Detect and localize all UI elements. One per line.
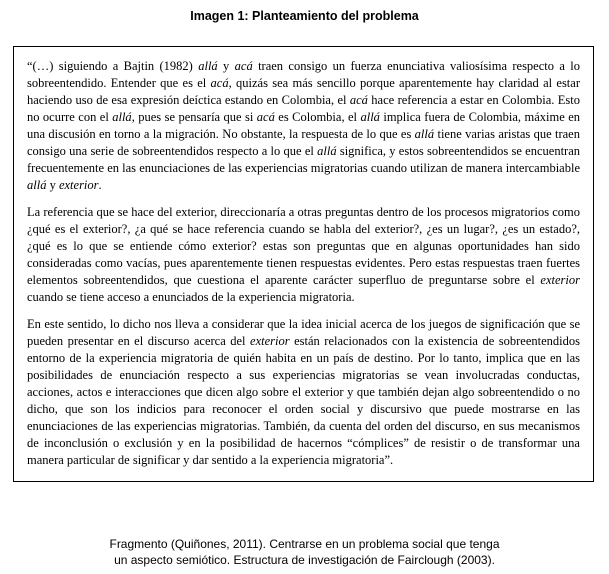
- figure-caption: [0, 537, 609, 568]
- text-segment: , pues se pensaría que si: [131, 110, 257, 124]
- quote-paragraph: [27, 204, 580, 306]
- figure-title: Imagen 1: Planteamiento del problema: [190, 9, 419, 23]
- caption-line-1: Fragmento (Quiñones, 2011). Centrarse en un problema social que tenga: [109, 537, 500, 551]
- italic-term: acá: [349, 93, 368, 107]
- caption-line-2: un aspecto semiótico. Estructura de investigación de Fairclough (2003).: [114, 552, 495, 567]
- text-segment: están relacionados con la existencia de sobreentendidos entorno de la experiencia migratoria de quién habita en un país de destino. Por lo tanto, implica que en las posibilidades de enunciación respecto a sus experiencias migratorias se vean involucradas conductas, acciones, actos e interacciones que dicen algo sobre el exterior y que también dejan algo sobreentendido o no dicho, que son los indicios para reconocer el orden social y discursivo que puede mostrarse en las enunciaciones de las experiencias migratorias. También, da cuenta del orden del discurso, en sus mecanismos de inconclusión o exclusión y en la posibilidad de hacernos “cómplices” de resistir o de transformar una manera particular de significar y dar sentido a la experiencia migratoria”.: [27, 334, 580, 467]
- text-segment: tiene varias aristas que traen consigo una serie de sobreentendidos respecto a lo que el: [27, 127, 580, 158]
- italic-term: allá: [317, 144, 337, 158]
- text-segment: implica fuera de Colombia, máxime en una discusión en torno a la migración. No obstante, la respuesta de lo que es: [27, 110, 580, 141]
- text-segment: cuando se tiene acceso a enunciados de la experiencia migratoria.: [27, 290, 355, 304]
- text-segment: y: [217, 59, 235, 73]
- italic-term: acá: [210, 76, 229, 90]
- text-segment: hace referencia a estar en Colombia. Esto no ocurre con el: [27, 93, 580, 124]
- text-segment: es Colombia, el: [274, 110, 361, 124]
- text-segment: , quizás sea más sencillo porque aparentemente hay claridad al estar haciendo uso de esa expresión deíctica estando en Colombia, el: [27, 76, 580, 107]
- italic-term: acá: [234, 59, 253, 73]
- italic-term: allá: [360, 110, 380, 124]
- text-segment: traen consigo un fuerza enunciativa valiosísima respecto a lo sobreentendido. Entender que es el: [27, 59, 580, 90]
- italic-term: allá: [414, 127, 435, 141]
- quote-paragraphs: [27, 58, 580, 469]
- text-segment: y: [46, 178, 59, 192]
- italic-term: allá: [112, 110, 132, 124]
- italic-term: exterior: [250, 334, 290, 348]
- italic-term: allá: [27, 178, 47, 192]
- italic-term: exterior: [58, 178, 99, 192]
- text-segment: La referencia que se hace del exterior, direccionaría a otras preguntas dentro de los procesos migratorios como ¿qué es el exterior?, ¿a qué se hace referencia cuando se habla del exterior?, ¿es un lugar?, ¿es un estado?, ¿qué es lo que se entiende cómo exterior? estas son preguntas que en algunas oportunidades han sido consideradas como vacías, pues aparentemente tienen respuestas evidentes. Pero estas respuestas traen fuertes elementos sobreentendidos, que cuestiona el aparente carácter superfluo de preguntarse sobre el: [27, 205, 580, 287]
- italic-term: acá: [256, 110, 275, 124]
- text-segment: “(…) siguiendo a Bajtin (1982): [27, 59, 199, 73]
- text-segment: significa, y estos sobreentendidos se encuentran frecuentemente en las enunciaciones de las experiencias migratorias cuando utilizan de manera intercambiable: [27, 144, 581, 175]
- quote-paragraph: [27, 58, 580, 194]
- text-segment: En este sentido, lo dicho nos lleva a considerar que la idea inicial acerca de los juegos de significación que se pueden presentar en el discurso acerca del: [27, 317, 580, 348]
- quote-paragraph: [27, 316, 580, 469]
- italic-term: allá: [198, 59, 218, 73]
- quote-box: [13, 46, 594, 482]
- text-segment: .: [98, 178, 102, 192]
- italic-term: exterior: [540, 273, 580, 287]
